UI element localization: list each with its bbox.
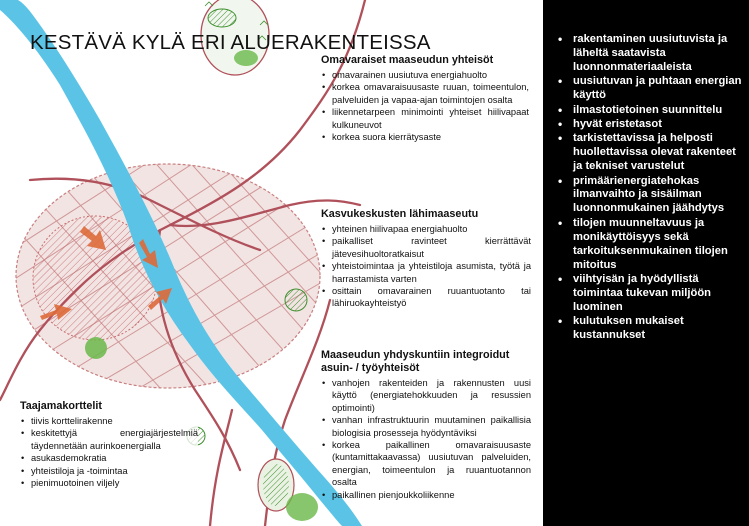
list-item: • osittain omavarainen ruuantuotanto tai lähiruokayhteistyö	[332, 285, 531, 310]
list-item: • vanhan infrastruktuurin muutaminen paikallisia biologisia prosesseja hyödyntäviksi	[332, 414, 531, 439]
list-item: • omavarainen uusiutuva energiahuolto	[332, 69, 529, 81]
list-item: • paikallinen pienjoukkoliikenne	[332, 489, 531, 501]
list-item: • korkea omavaraisuusaste ruuan, toimeentulon, palveluiden ja vapaa-ajan toimintojen osalta	[332, 81, 529, 106]
page-title: KESTÄVÄ KYLÄ ERI ALUERAKENTEISSA	[30, 31, 431, 54]
list-item: • keskitettyjä energiajärjestelmiä täydennetään aurinkoenergialla	[31, 427, 198, 452]
section-heading: Taajamakorttelit	[20, 400, 103, 412]
list-item: • korkea suora kierrätysaste	[332, 131, 529, 143]
principle-item: • viihtyisän ja hyödyllistä toimintaa tukevan miljöön luominen	[556, 273, 742, 315]
principle-item: • primäärienergiatehokas ilmanvaihto ja sisäilman luonnonmukainen jäähdytys	[556, 175, 742, 217]
list-item: • yhteistiloja ja -toimintaa	[31, 465, 198, 477]
bullet-list	[20, 415, 198, 489]
section-urban-blocks	[20, 400, 198, 489]
principle-item: • hyvät eristetasot	[556, 118, 742, 132]
section-heading: Kasvukeskusten lähimaaseutu	[321, 208, 479, 220]
principle-item: • ilmastotietoinen suunnittelu	[556, 104, 742, 118]
principle-item: • tilojen muunneltavuus ja monikäyttöisyys sekä tarkoituksenmukainen tilojen mitoitus	[556, 217, 742, 273]
list-item: • liikennetarpeen minimointi yhteiset hiilivapaat kulkuneuvot	[332, 106, 529, 131]
section-self-sufficient-communities	[321, 54, 529, 143]
list-item: • vanhojen rakenteiden ja rakennusten uusi käyttö (energiatehokkuuden ja resussien optimointi)	[332, 377, 531, 414]
principle-item: • kulutuksen mukaiset kustannukset	[556, 315, 742, 343]
list-item: • asukasdemokratia	[31, 452, 198, 464]
principle-item: • rakentaminen uusiutuvista ja läheltä saatavista luonnonmateriaaleista	[556, 33, 742, 75]
list-item: • pienimuotoinen viljely	[31, 477, 198, 489]
bullet-list	[321, 223, 531, 310]
section-heading: Maaseudun yhdyskuntiin integroidut asuin- / työyhteisöt	[321, 349, 510, 374]
list-item: • yhteinen hiilivapaa energiahuolto	[332, 223, 531, 235]
section-heading: Omavaraiset maaseudun yhteisöt	[321, 54, 494, 66]
bullet-list	[321, 69, 529, 143]
list-item: • yhteistoimintaa ja yhteistiloja asumista, työtä ja harrastamista varten	[332, 260, 531, 285]
section-integrated-rural-communities	[321, 349, 531, 501]
list-item: • tiivis korttelirakenne	[31, 415, 198, 427]
principle-item: • uusiutuvan ja puhtaan energian käyttö	[556, 75, 742, 103]
section-growth-centre-countryside	[321, 208, 531, 310]
list-item: • paikalliset ravinteet kierrättävät jätevesihuoltoratkaisut	[332, 235, 531, 260]
bullet-list	[321, 377, 531, 501]
principles-list	[556, 33, 742, 343]
list-item: • korkea paikallinen omavaraisuusaste (kuntamittakaavassa) uusiutuvan palveluiden, energian, toimeentulon ja ruuantuotannon osalta	[332, 439, 531, 489]
principle-item: • tarkistettavissa ja helposti huollettavissa olevat rakenteet ja tekniset varustelut	[556, 132, 742, 174]
